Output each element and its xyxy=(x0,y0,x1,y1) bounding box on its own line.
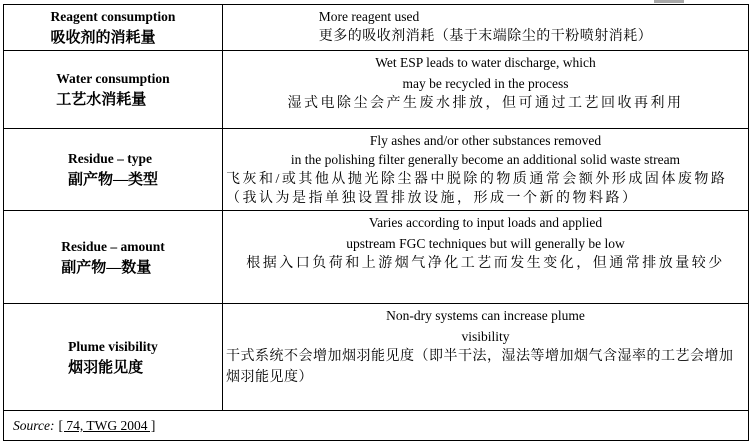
row-label-cell-plume-visibility xyxy=(4,304,223,411)
row-content-cell-residue-amount xyxy=(223,211,749,304)
source-cell xyxy=(4,411,749,441)
content-line-zh: 更多的吸收剂消耗（基于末端除尘的干粉喷射消耗） xyxy=(318,28,653,44)
table-row xyxy=(4,5,749,51)
table-row xyxy=(4,211,749,304)
row-label-en: Residue – type xyxy=(67,151,152,167)
content-line-en: may be recycled in the process xyxy=(402,75,569,91)
table-row xyxy=(4,129,749,211)
row-label-zh: 烟羽能见度 xyxy=(68,359,144,376)
content-line-en: More reagent used xyxy=(318,9,420,24)
source-label: Source: xyxy=(13,417,55,433)
row-label-en: Plume visibility xyxy=(68,338,158,354)
row-label-en: Water consumption xyxy=(56,71,170,86)
row-label-zh: 副产物—类型 xyxy=(67,172,158,189)
source-reference-link[interactable]: [ 74, TWG 2004 ] xyxy=(58,417,156,433)
row-label-en: Residue – amount xyxy=(61,238,165,254)
content-line-en: Wet ESP leads to water discharge, which xyxy=(375,55,596,70)
table-row xyxy=(4,51,749,129)
environmental-performance-table xyxy=(3,4,749,441)
content-line-en: Fly ashes and/or other substances removed xyxy=(369,133,602,148)
row-content-cell-residue-type xyxy=(223,129,749,211)
content-line-en: Varies according to input loads and applied xyxy=(368,215,603,231)
row-content-cell-plume-visibility xyxy=(223,304,749,411)
row-label-zh: 吸收剂的消耗量 xyxy=(50,30,156,46)
row-label-zh: 工艺水消耗量 xyxy=(56,92,147,108)
content-line-en: Non-dry systems can increase plume xyxy=(386,308,585,324)
row-label-cell-residue-amount xyxy=(4,211,223,304)
content-line-en: upstream FGC techniques but will generally be low xyxy=(346,235,625,251)
row-label-en: Reagent consumption xyxy=(50,9,176,24)
content-line-zh: 根据入口负荷和上游烟气净化工艺而发生变化，但通常排放量较少 xyxy=(246,256,725,272)
row-content-cell-water-consumption xyxy=(223,51,749,129)
content-line-zh: 飞灰和/或其他从抛光除尘器中脱除的物质通常会额外形成固体废物路（我认为是指单独设置排放设施，形成一个新的物料路） xyxy=(226,171,728,206)
row-label-cell-reagent-consumption xyxy=(4,5,223,51)
content-line-en: in the polishing filter generally become an additional solid waste stream xyxy=(290,152,681,168)
screen-edge-artifact xyxy=(654,0,684,3)
table-row xyxy=(4,304,749,411)
row-label-zh: 副产物—数量 xyxy=(61,259,152,276)
content-line-zh: 干式系统不会增加烟羽能见度（即半干法，湿法等增加烟气含湿率的工艺会增加烟羽能见度） xyxy=(226,349,734,385)
content-line-en: visibility xyxy=(461,328,510,344)
row-label-cell-residue-type xyxy=(4,129,223,211)
source-row xyxy=(4,411,749,441)
row-label-cell-water-consumption xyxy=(4,51,223,129)
row-content-cell-reagent-consumption xyxy=(223,5,749,51)
content-line-zh: 湿式电除尘会产生废水排放，但可通过工艺回收再利用 xyxy=(287,96,684,111)
